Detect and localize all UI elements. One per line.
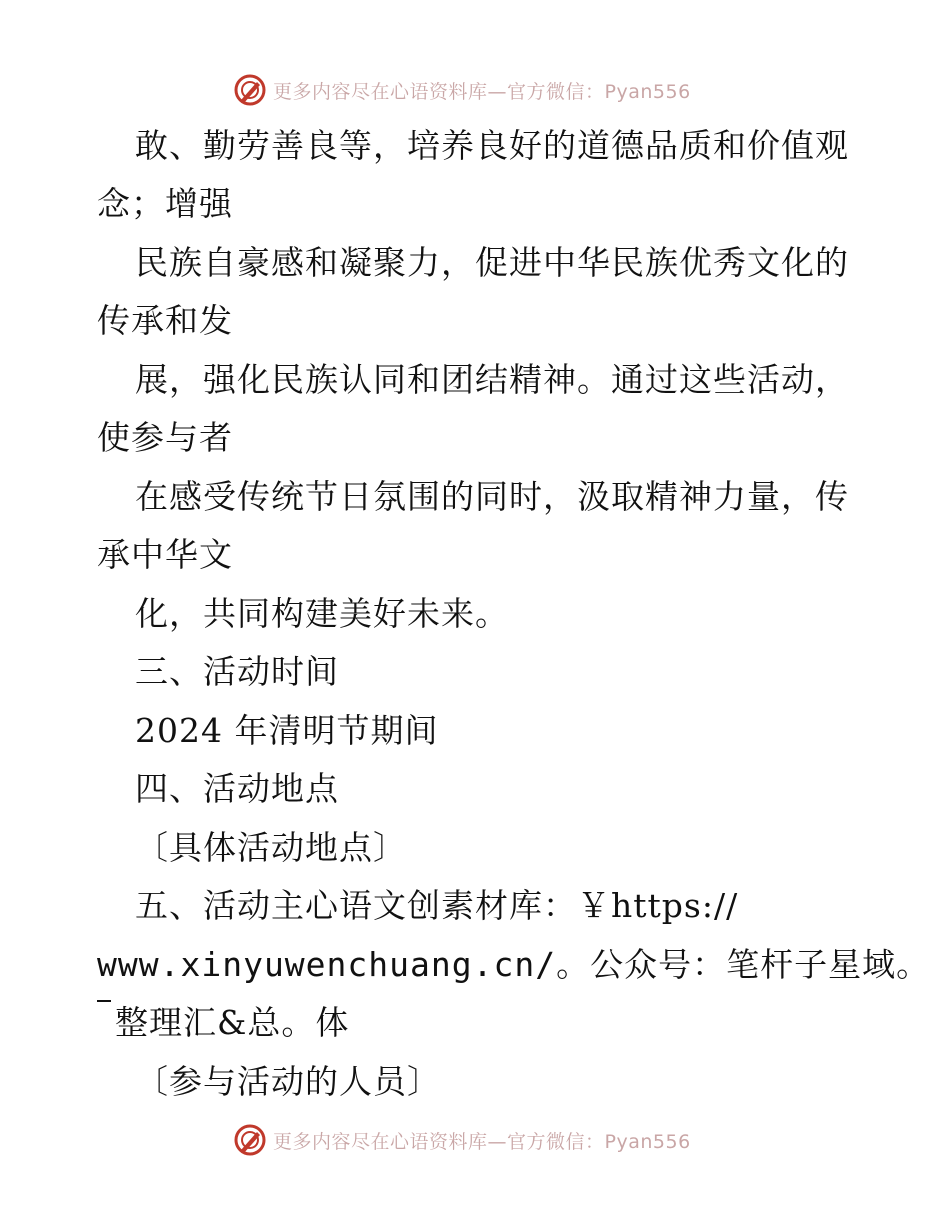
footer-watermark: [233, 1122, 691, 1158]
body-line: 承中华文: [97, 535, 233, 574]
body-line: 整理汇&总。体: [115, 1003, 350, 1042]
pen-seal-logo-icon: [233, 1123, 267, 1157]
body-line: 〔具体活动地点〕: [135, 828, 407, 867]
watermark-text: 更多内容尽在心语资料库—官方微信：Pyan556: [273, 1130, 691, 1153]
body-line: 2024 年清明节期间: [135, 711, 439, 750]
body-line: 〔参与活动的人员〕: [135, 1062, 441, 1101]
stray-mark: [97, 1000, 111, 1002]
watermark-text: 更多内容尽在心语资料库—官方微信：Pyan556: [273, 80, 691, 103]
section-heading: 四、活动地点: [135, 769, 339, 808]
pen-seal-logo-icon: [233, 73, 267, 107]
body-line: 展，强化民族认同和团结精神。通过这些活动，: [135, 360, 849, 399]
section-heading: 三、活动时间: [135, 652, 339, 691]
body-line: 使参与者: [97, 418, 233, 457]
url-line: www.xinyuwenchuang.cn/。公众号：笔杆子星域。: [97, 945, 931, 984]
body-line: 化，共同构建美好未来。: [135, 594, 509, 633]
body-line: 在感受传统节日氛围的同时，汲取精神力量，传: [135, 477, 849, 516]
body-line: 传承和发: [97, 301, 233, 340]
section-heading: 五、活动主心语文创素材库：￥https://: [135, 886, 739, 925]
body-line: 敢、勤劳善良等，培养良好的道德品质和价值观: [135, 126, 849, 165]
body-line: 念；增强: [97, 184, 233, 223]
header-watermark: [233, 72, 691, 108]
body-line: 民族自豪感和凝聚力，促进中华民族优秀文化的: [135, 243, 849, 282]
